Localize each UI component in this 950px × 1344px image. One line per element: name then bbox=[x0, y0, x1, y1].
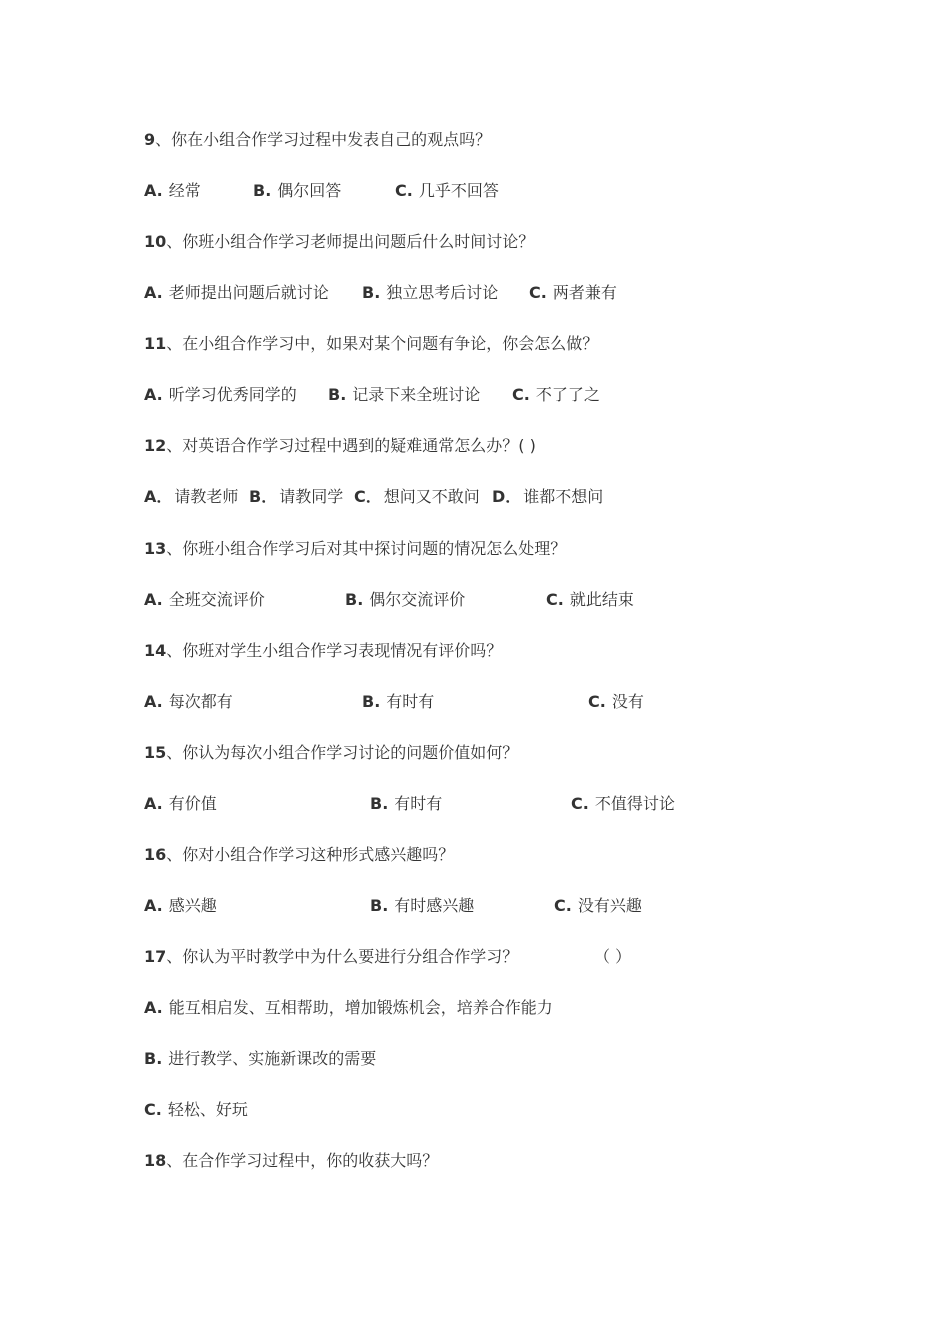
question-text: 、在小组合作学习中，如果对某个问题有争论，你会怎么做？ bbox=[166, 334, 599, 353]
question-number: 9 bbox=[144, 130, 156, 149]
question-number: 18 bbox=[144, 1151, 167, 1170]
question-text: 、对英语合作学习过程中遇到的疑难通常怎么办？( ) bbox=[166, 436, 536, 455]
option-a: A. 听学习优秀同学的 bbox=[144, 385, 297, 404]
question-number: 13 bbox=[144, 539, 167, 558]
question-number: 15 bbox=[144, 743, 167, 762]
option-a: A. 全班交流评价 bbox=[144, 590, 265, 609]
question-text: 、你班对学生小组合作学习表现情况有评价吗？ bbox=[166, 641, 503, 660]
question-12 bbox=[144, 434, 536, 458]
question-16 bbox=[144, 843, 454, 867]
option-c: C． 想问又不敢问 bbox=[354, 487, 480, 506]
question-number: 10 bbox=[144, 232, 167, 251]
option-c: C. 几乎不回答 bbox=[395, 181, 499, 200]
option-a: A. 有价值 bbox=[144, 794, 217, 813]
question-text: 、你班小组合作学习后对其中探讨问题的情况怎么处理？ bbox=[166, 539, 567, 558]
question-13 bbox=[144, 537, 566, 561]
option-c: C. 没有兴趣 bbox=[554, 896, 642, 915]
option-17-c: C. 轻松、好玩 bbox=[144, 1100, 248, 1119]
option-c: C. 不值得讨论 bbox=[571, 794, 675, 813]
question-text: 、你班小组合作学习老师提出问题后什么时间讨论？ bbox=[166, 232, 535, 251]
question-17 bbox=[144, 945, 632, 969]
question-number: 12 bbox=[144, 436, 167, 455]
option-c: C. 不了了之 bbox=[512, 385, 600, 404]
option-c: C. 两者兼有 bbox=[529, 283, 617, 302]
option-b: B. 有时有 bbox=[370, 794, 443, 813]
question-10 bbox=[144, 230, 534, 254]
option-b: B. 偶尔回答 bbox=[253, 181, 342, 200]
option-17-b: B. 进行教学、实施新课改的需要 bbox=[144, 1049, 377, 1068]
question-text: 、你在小组合作学习过程中发表自己的观点吗？ bbox=[155, 130, 492, 149]
option-c: C. 没有 bbox=[588, 692, 644, 711]
option-c: C. 就此结束 bbox=[546, 590, 634, 609]
question-11 bbox=[144, 332, 598, 356]
question-text: 、你认为平时教学中为什么要进行分组合作学习？ bbox=[166, 947, 519, 966]
option-a: A． 请教老师 bbox=[144, 487, 239, 506]
option-b: B． 请教同学 bbox=[249, 487, 344, 506]
question-number: 17 bbox=[144, 947, 167, 966]
option-a: A. 经常 bbox=[144, 181, 201, 200]
question-9 bbox=[144, 128, 491, 152]
option-b: B. 独立思考后讨论 bbox=[362, 283, 499, 302]
option-b: B. 记录下来全班讨论 bbox=[328, 385, 481, 404]
option-b: B. 偶尔交流评价 bbox=[345, 590, 466, 609]
question-text: 、你认为每次小组合作学习讨论的问题价值如何？ bbox=[166, 743, 519, 762]
option-17-a: A. 能互相启发、互相帮助，增加锻炼机会，培养合作能力 bbox=[144, 998, 553, 1017]
question-text: 、你对小组合作学习这种形式感兴趣吗？ bbox=[166, 845, 455, 864]
answer-blank: （ ） bbox=[594, 947, 632, 966]
option-a: A. 感兴趣 bbox=[144, 896, 217, 915]
option-d: D． 谁都不想问 bbox=[492, 487, 604, 506]
question-number: 14 bbox=[144, 641, 167, 660]
question-14 bbox=[144, 639, 502, 663]
question-number: 11 bbox=[144, 334, 167, 353]
option-b: B. 有时感兴趣 bbox=[370, 896, 475, 915]
option-b: B. 有时有 bbox=[362, 692, 435, 711]
question-15 bbox=[144, 741, 518, 765]
question-18 bbox=[144, 1149, 438, 1173]
question-text: 、在合作学习过程中，你的收获大吗？ bbox=[166, 1151, 439, 1170]
question-number: 16 bbox=[144, 845, 167, 864]
option-a: A. 每次都有 bbox=[144, 692, 233, 711]
option-a: A. 老师提出问题后就讨论 bbox=[144, 283, 329, 302]
